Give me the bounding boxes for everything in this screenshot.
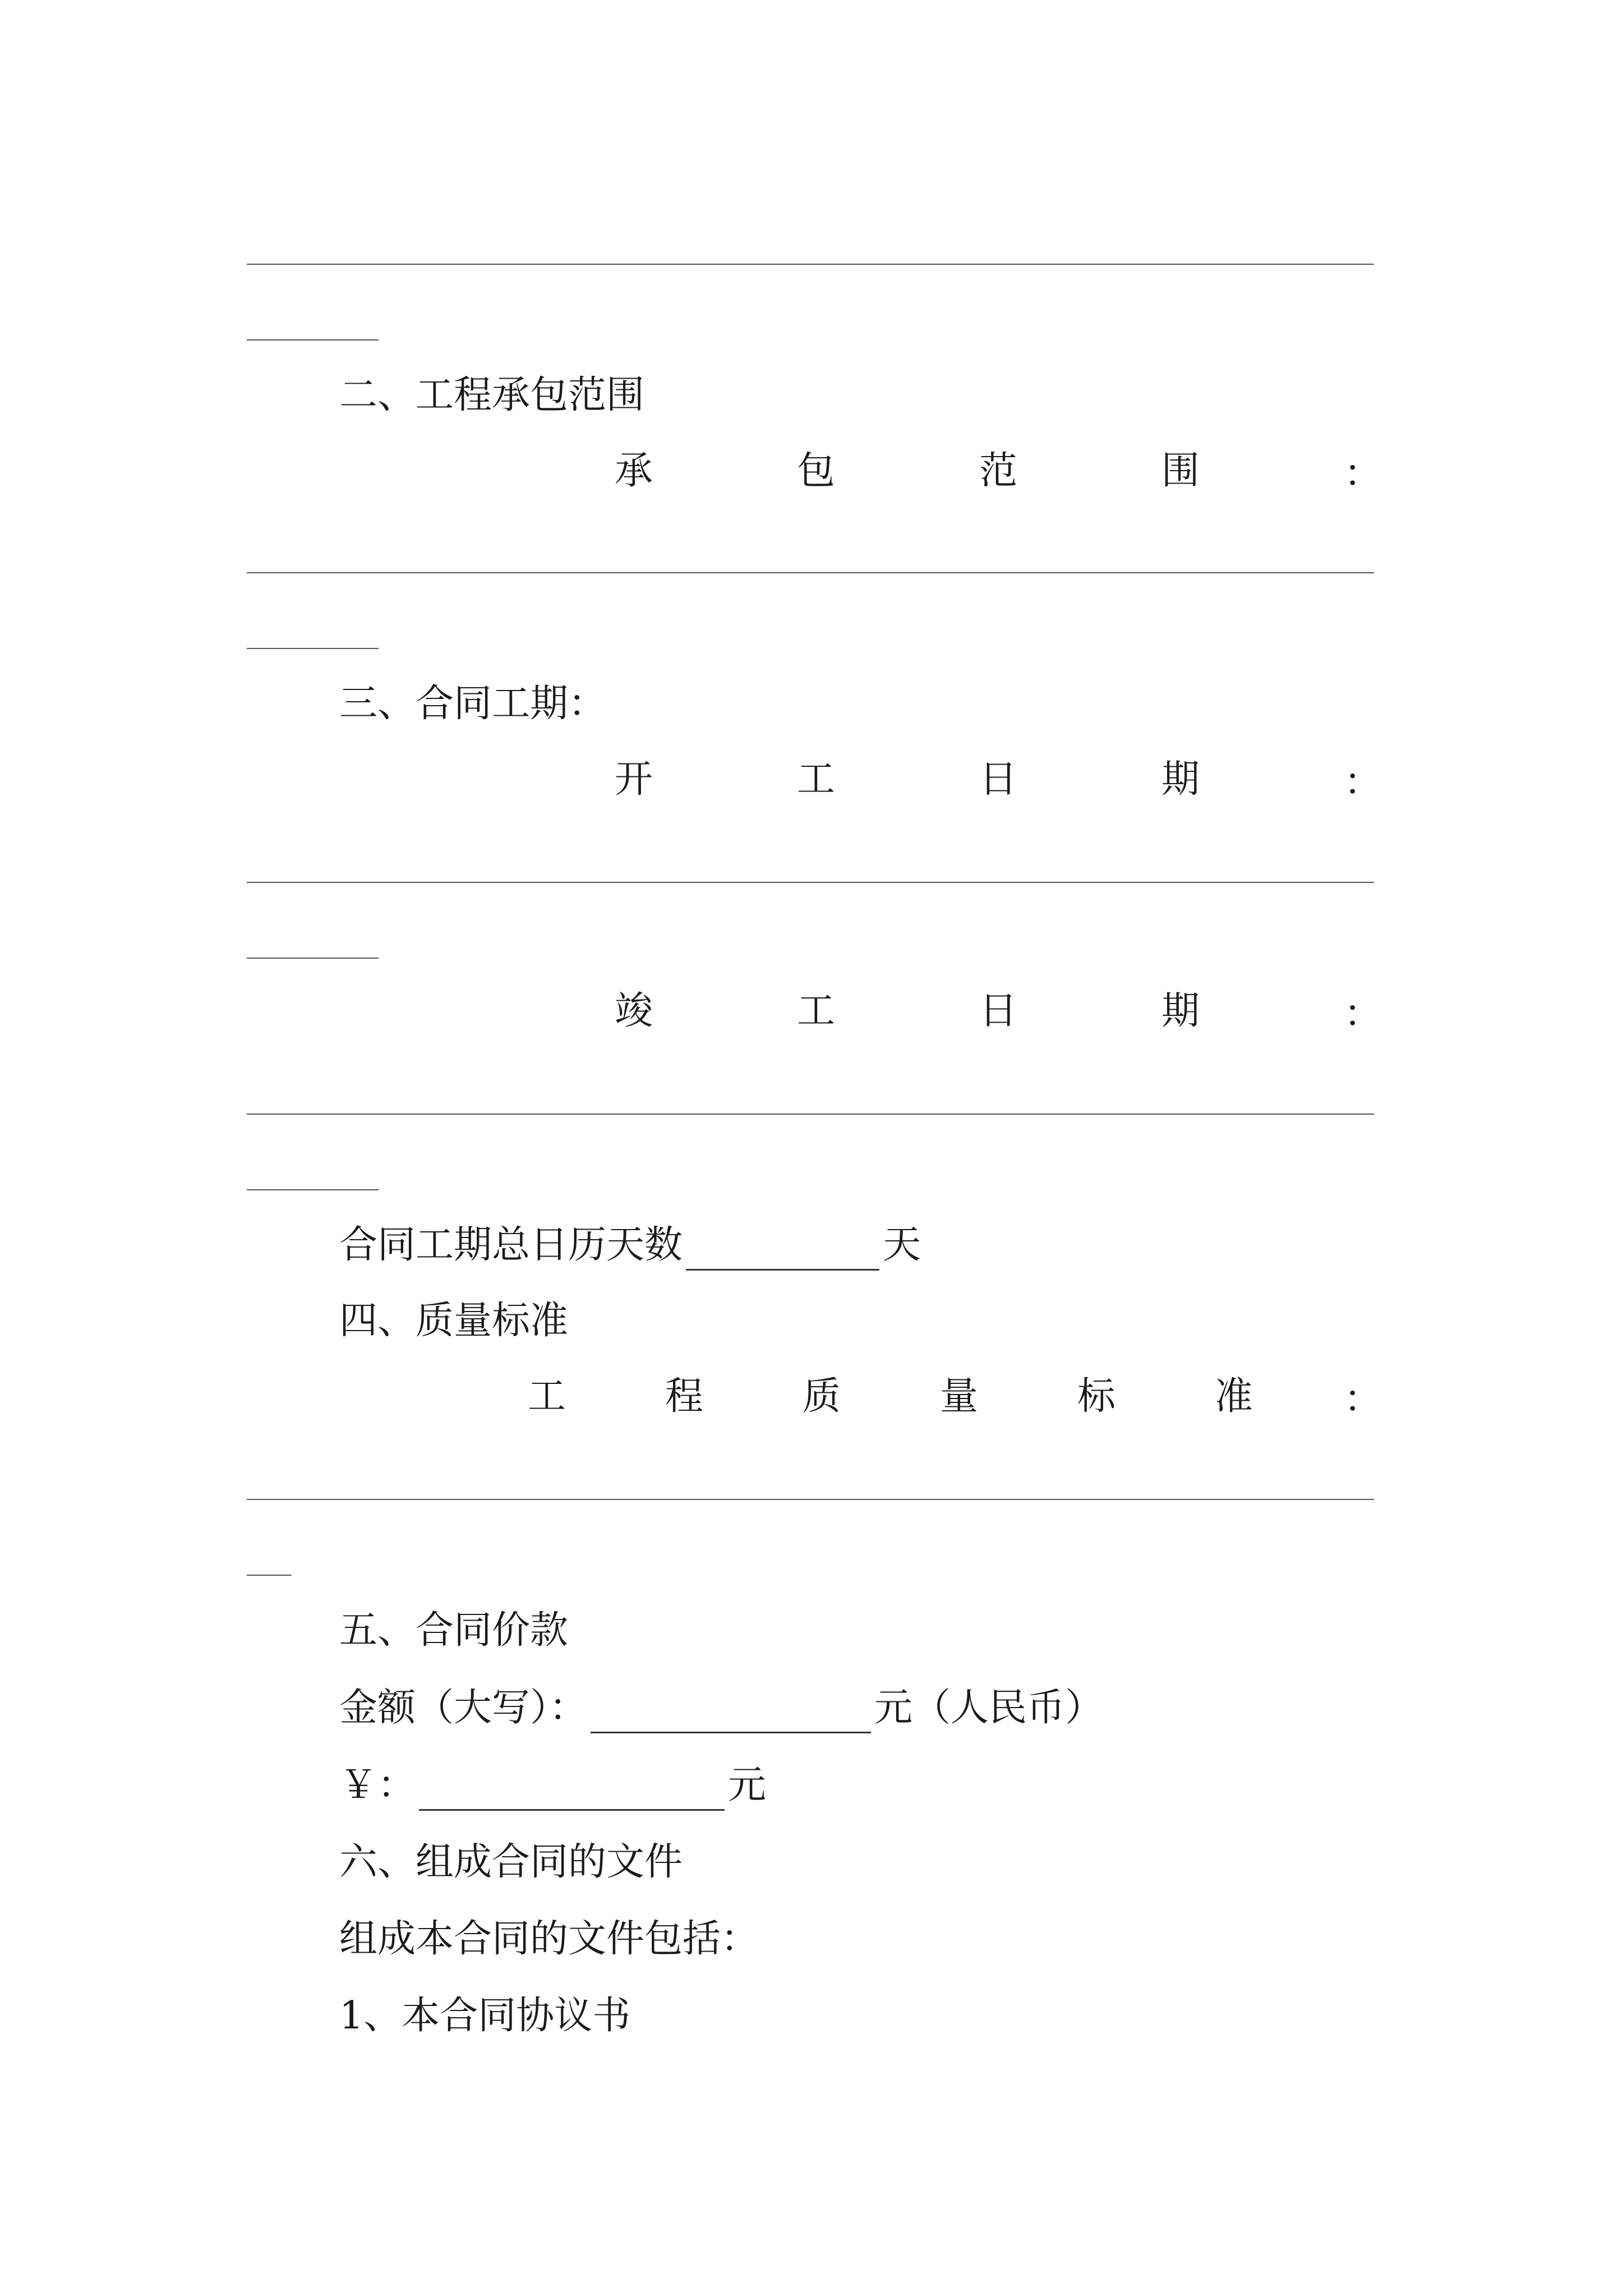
- start-date-label-char: 开: [614, 757, 653, 802]
- end-date-label-colon: ：: [1343, 992, 1382, 1036]
- start-date-label-colon: ：: [1343, 760, 1382, 804]
- end-date-fill-line: [247, 1114, 1374, 1115]
- total-days-blank[interactable]: [686, 1234, 879, 1271]
- quality-label-char: 质: [802, 1374, 841, 1419]
- scope-fill-line: [247, 572, 1374, 573]
- start-date-fill-line: [247, 882, 1374, 883]
- amount-figures-blank[interactable]: [419, 1774, 725, 1811]
- quality-label-char: 量: [939, 1374, 978, 1419]
- quality-label-colon: ：: [1343, 1377, 1382, 1421]
- quality-fill-line-end: [247, 1575, 292, 1576]
- quality-label-char: 标: [1077, 1374, 1115, 1419]
- scope-label-char: 包: [796, 449, 835, 493]
- start-date-label-char: 期: [1161, 757, 1200, 802]
- doc-item: 1、本合同协议书: [339, 1994, 631, 2038]
- scope-label-char: 范: [979, 449, 1017, 493]
- fill-line: [247, 264, 1374, 265]
- amount-label: 金额（大写）：: [339, 1686, 588, 1730]
- price-heading: 五、合同价款: [339, 1608, 569, 1653]
- amount-words-blank[interactable]: [591, 1697, 871, 1733]
- total-days-label: 合同工期总日历天数: [339, 1223, 683, 1267]
- yen-unit: 元: [728, 1763, 767, 1807]
- amount-currency: 元（人民币）: [874, 1686, 1104, 1730]
- total-days-unit: 天: [883, 1223, 921, 1267]
- docs-heading: 六、组成合同的文件: [339, 1840, 683, 1884]
- yen-line: [339, 1760, 766, 1811]
- scope-heading: 二、工程承包范围: [339, 373, 645, 417]
- end-date-label-char: 日: [979, 989, 1017, 1033]
- quality-label-char: 程: [665, 1374, 703, 1419]
- end-date-label-char: 工: [796, 989, 835, 1033]
- quality-label-char: 工: [527, 1374, 566, 1419]
- end-date-fill-line-end: [247, 1189, 379, 1190]
- quality-fill-line: [247, 1499, 1374, 1500]
- amount-line: [339, 1683, 1103, 1733]
- quality-label-char: 准: [1214, 1374, 1253, 1419]
- end-date-label-char: 竣: [614, 989, 653, 1033]
- period-heading: 三、合同工期：: [339, 682, 607, 726]
- scope-fill-line-end: [247, 648, 379, 649]
- docs-intro: 组成本合同的文件包括：: [339, 1917, 759, 1961]
- end-date-label-char: 期: [1161, 989, 1200, 1033]
- scope-label-char: 围: [1161, 449, 1200, 493]
- start-date-label-char: 工: [796, 757, 835, 802]
- scope-label-colon: ：: [1343, 452, 1382, 496]
- yen-label: ￥：: [339, 1763, 416, 1807]
- total-days-line: [339, 1220, 921, 1271]
- quality-heading: 四、质量标准: [339, 1299, 569, 1343]
- start-date-label-char: 日: [979, 757, 1017, 802]
- scope-label-char: 承: [614, 449, 653, 493]
- start-date-fill-line-end: [247, 958, 379, 959]
- fill-line-end: [247, 339, 379, 341]
